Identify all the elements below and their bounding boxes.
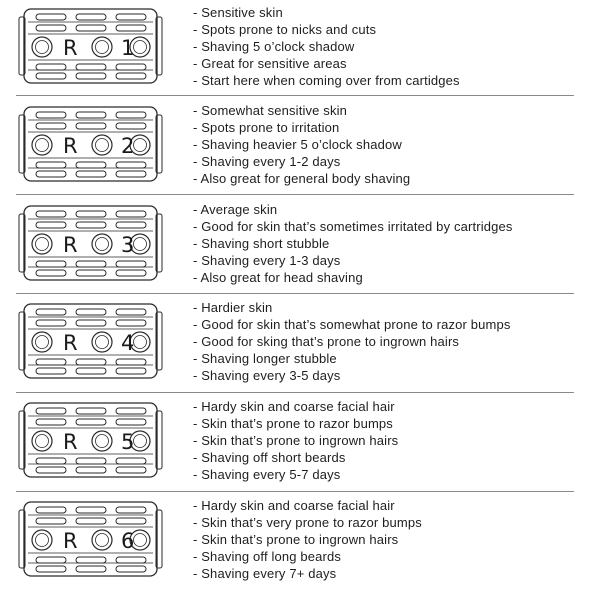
plate-number: 3 — [121, 233, 135, 257]
description-item: - Shaving short stubble — [193, 236, 330, 251]
screw-hole-icon — [92, 332, 112, 352]
description-item: - Average skin — [193, 202, 278, 217]
description-item: - Hardy skin and coarse facial hair — [193, 498, 395, 513]
description-item: - Also great for general body shaving — [193, 171, 411, 186]
plate-slot — [116, 73, 146, 79]
row-divider — [16, 392, 574, 393]
plate-5-description-list — [193, 398, 398, 483]
plate-slot — [36, 64, 66, 70]
description-item: - Good for sking that’s prone to ingrown hairs — [193, 334, 460, 349]
plate-slot — [76, 270, 106, 276]
description-item: - Skin that’s very prone to razor bumps — [193, 515, 422, 530]
plate-slot — [36, 467, 66, 473]
plate-slot — [36, 408, 66, 414]
plate-slot — [36, 507, 66, 513]
plate-slot — [36, 458, 66, 464]
screw-hole-icon — [92, 37, 112, 57]
description-item: - Shaving off long beards — [193, 549, 342, 564]
description-item: - Good for skin that’s somewhat prone to razor bumps — [193, 317, 511, 332]
razor-plate-3 — [18, 204, 163, 282]
description-item: - Also great for head shaving — [193, 270, 363, 285]
plate-slot — [76, 566, 106, 572]
description-item: - Shaving every 7+ days — [193, 566, 337, 581]
razor-plate-1 — [18, 7, 163, 85]
description-item: - Skin that’s prone to ingrown hairs — [193, 433, 399, 448]
plate-slot — [116, 123, 146, 129]
description-item: - Shaving every 5-7 days — [193, 467, 341, 482]
razor-plate-drawing — [18, 204, 163, 282]
plate-slot — [76, 261, 106, 267]
plate-slot — [76, 73, 106, 79]
description-item: - Spots prone to nicks and cuts — [193, 22, 377, 37]
screw-hole-icon — [92, 234, 112, 254]
razor-plate-4 — [18, 302, 163, 380]
plate-slot — [36, 309, 66, 315]
plate-slot — [36, 112, 66, 118]
plate-4-description-list — [193, 299, 511, 384]
plate-slot — [116, 368, 146, 374]
row-divider — [16, 293, 574, 294]
plate-slot — [36, 123, 66, 129]
description-item: - Skin that’s prone to razor bumps — [193, 416, 393, 431]
plate-slot — [116, 309, 146, 315]
plate-slot — [116, 162, 146, 168]
description-item: - Shaving 5 o’clock shadow — [193, 39, 355, 54]
plate-slot — [76, 123, 106, 129]
razor-plate-6 — [18, 500, 163, 578]
plate-slot — [36, 73, 66, 79]
screw-hole-icon — [32, 431, 52, 451]
plate-slot — [116, 320, 146, 326]
row-divider — [16, 491, 574, 492]
plate-letter: R — [63, 529, 78, 553]
plate-slot — [116, 458, 146, 464]
plate-letter: R — [63, 331, 78, 355]
description-item: - Good for skin that’s sometimes irritated by cartridges — [193, 219, 513, 234]
plate-slot — [76, 458, 106, 464]
plate-number: 2 — [121, 134, 135, 158]
plate-3-description-list — [193, 201, 513, 286]
screw-hole-icon — [32, 332, 52, 352]
description-item: - Shaving longer stubble — [193, 351, 337, 366]
plate-slot — [76, 162, 106, 168]
screw-hole-icon — [92, 135, 112, 155]
plate-slot — [36, 557, 66, 563]
plate-slot — [116, 557, 146, 563]
row-divider — [16, 95, 574, 96]
plate-slot — [36, 222, 66, 228]
description-item: - Skin that’s prone to ingrown hairs — [193, 532, 399, 547]
screw-hole-icon — [32, 530, 52, 550]
description-item: - Shaving every 1-3 days — [193, 253, 341, 268]
plate-slot — [76, 25, 106, 31]
plate-slot — [36, 368, 66, 374]
plate-slot — [36, 25, 66, 31]
plate-letter: R — [63, 36, 78, 60]
plate-number: 6 — [121, 529, 135, 553]
plate-slot — [116, 408, 146, 414]
razor-plate-drawing — [18, 401, 163, 479]
plate-slot — [36, 171, 66, 177]
plate-letter: R — [63, 430, 78, 454]
plate-number: 5 — [121, 430, 135, 454]
plate-slot — [36, 320, 66, 326]
plate-number: 4 — [121, 331, 135, 355]
description-item: - Hardy skin and coarse facial hair — [193, 399, 395, 414]
plate-slot — [116, 14, 146, 20]
plate-slot — [116, 419, 146, 425]
description-item: - Start here when coming over from cartidges — [193, 73, 460, 88]
description-item: - Spots prone to irritation — [193, 120, 340, 135]
description-item: - Hardier skin — [193, 300, 273, 315]
screw-hole-icon — [92, 530, 112, 550]
screw-hole-icon — [32, 234, 52, 254]
plate-slot — [116, 359, 146, 365]
plate-slot — [116, 507, 146, 513]
description-item: - Shaving every 1-2 days — [193, 154, 341, 169]
plate-slot — [76, 359, 106, 365]
plate-slot — [116, 222, 146, 228]
plate-slot — [116, 112, 146, 118]
plate-slot — [36, 518, 66, 524]
plate-letter: R — [63, 233, 78, 257]
screw-hole-icon — [32, 37, 52, 57]
plate-slot — [36, 162, 66, 168]
plate-slot — [116, 518, 146, 524]
plate-slot — [116, 211, 146, 217]
screw-hole-icon — [32, 135, 52, 155]
plate-slot — [76, 112, 106, 118]
plate-slot — [76, 222, 106, 228]
description-item: - Sensitive skin — [193, 5, 283, 20]
plate-slot — [76, 518, 106, 524]
plate-slot — [76, 211, 106, 217]
plate-slot — [36, 359, 66, 365]
plate-slot — [36, 261, 66, 267]
plate-slot — [36, 211, 66, 217]
plate-slot — [116, 566, 146, 572]
plate-2-description-list — [193, 102, 410, 187]
plate-slot — [76, 171, 106, 177]
plate-slot — [76, 14, 106, 20]
plate-slot — [76, 408, 106, 414]
razor-plate-drawing — [18, 500, 163, 578]
plate-slot — [76, 507, 106, 513]
plate-slot — [116, 261, 146, 267]
plate-1-description-list — [193, 4, 460, 89]
description-item: - Somewhat sensitive skin — [193, 103, 348, 118]
description-item: - Great for sensitive areas — [193, 56, 347, 71]
plate-slot — [76, 419, 106, 425]
razor-plate-5 — [18, 401, 163, 479]
plate-6-description-list — [193, 497, 422, 582]
plate-slot — [116, 25, 146, 31]
plate-slot — [36, 270, 66, 276]
screw-hole-icon — [92, 431, 112, 451]
plate-slot — [76, 309, 106, 315]
plate-slot — [36, 566, 66, 572]
plate-slot — [76, 64, 106, 70]
plate-slot — [116, 467, 146, 473]
row-divider — [16, 194, 574, 195]
plate-slot — [76, 467, 106, 473]
description-item: - Shaving heavier 5 o’clock shadow — [193, 137, 402, 152]
plate-slot — [116, 171, 146, 177]
description-item: - Shaving off short beards — [193, 450, 346, 465]
razor-plate-drawing — [18, 7, 163, 85]
description-item: - Shaving every 3-5 days — [193, 368, 341, 383]
plate-letter: R — [63, 134, 78, 158]
plate-slot — [76, 320, 106, 326]
plate-slot — [116, 270, 146, 276]
plate-slot — [36, 419, 66, 425]
plate-slot — [76, 368, 106, 374]
plate-number: 1 — [121, 36, 135, 60]
plate-slot — [116, 64, 146, 70]
razor-plate-drawing — [18, 105, 163, 183]
razor-plate-drawing — [18, 302, 163, 380]
razor-plate-2 — [18, 105, 163, 183]
plate-slot — [36, 14, 66, 20]
plate-slot — [76, 557, 106, 563]
